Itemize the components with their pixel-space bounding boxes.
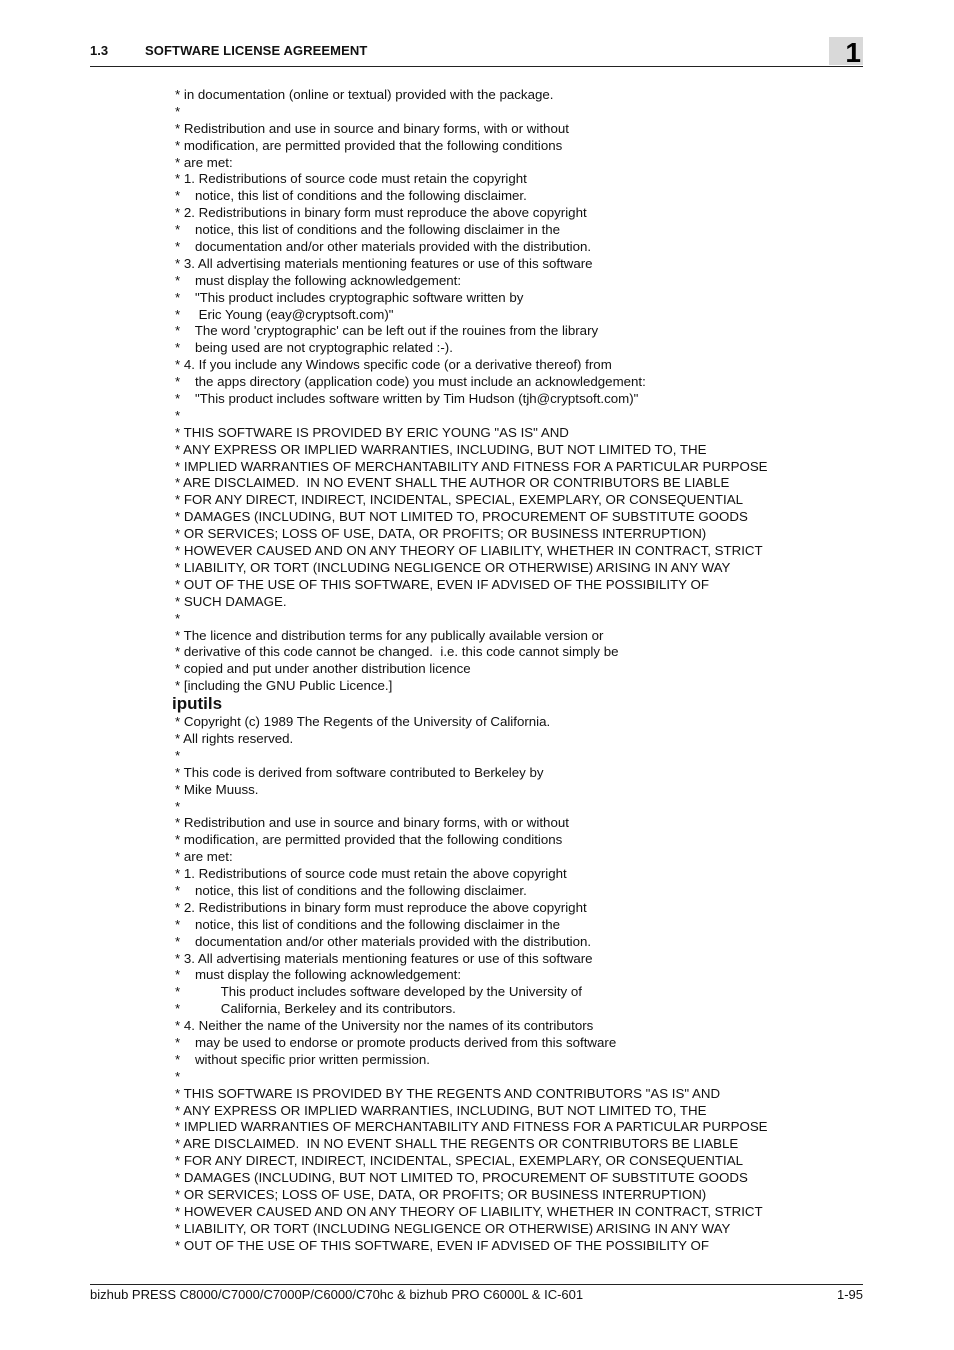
text-line: * must display the following acknowledgement:	[175, 272, 462, 288]
text-line: * may be used to endorse or promote products derived from this software	[175, 1034, 617, 1050]
text-line: * SUCH DAMAGE.	[175, 593, 287, 609]
text-line: * "This product includes software written by Tim Hudson (tjh@cryptsoft.com)"	[175, 391, 639, 407]
openssl-license-block	[175, 87, 865, 695]
text-line: * LIABILITY, OR TORT (INCLUDING NEGLIGENCE OR OTHERWISE) ARISING IN ANY WAY	[175, 559, 731, 575]
footer-page-number: 1-95	[836, 1287, 863, 1302]
text-line: * ARE DISCLAIMED. IN NO EVENT SHALL THE AUTHOR OR CONTRIBUTORS BE LIABLE	[175, 475, 730, 491]
text-line: * notice, this list of conditions and the following disclaimer.	[175, 188, 527, 204]
text-line: * THIS SOFTWARE IS PROVIDED BY ERIC YOUNG "AS IS" AND	[175, 424, 569, 440]
text-line: * 4. Neither the name of the University nor the names of its contributors	[175, 1018, 594, 1034]
section-number: 1.3	[90, 43, 109, 58]
text-line: *	[175, 798, 181, 814]
text-line: * notice, this list of conditions and the following disclaimer.	[175, 882, 527, 898]
text-line: * modification, are permitted provided that the following conditions	[175, 832, 563, 848]
text-line: * HOWEVER CAUSED AND ON ANY THEORY OF LIABILITY, WHETHER IN CONTRACT, STRICT	[175, 543, 763, 559]
text-line: * 3. All advertising materials mentioning features or use of this software	[175, 950, 593, 966]
text-line: * Eric Young (eay@cryptsoft.com)"	[175, 306, 394, 322]
text-line: * This product includes software developed by the University of	[175, 984, 582, 1000]
text-line: * being used are not cryptographic related :-).	[175, 340, 453, 356]
text-line: * without specific prior written permission.	[175, 1051, 430, 1067]
text-line: * documentation and/or other materials provided with the distribution.	[175, 933, 592, 949]
text-line: * 2. Redistributions in binary form must reproduce the above copyright	[175, 205, 587, 221]
text-line: * are met:	[175, 849, 233, 865]
text-line: * ARE DISCLAIMED. IN NO EVENT SHALL THE REGENTS OR CONTRIBUTORS BE LIABLE	[175, 1136, 739, 1152]
text-line: * modification, are permitted provided that the following conditions	[175, 137, 563, 153]
text-line: * THIS SOFTWARE IS PROVIDED BY THE REGENTS AND CONTRIBUTORS "AS IS" AND	[175, 1085, 721, 1101]
text-line: * DAMAGES (INCLUDING, BUT NOT LIMITED TO, PROCUREMENT OF SUBSTITUTE GOODS	[175, 509, 748, 525]
text-line: * Mike Muuss.	[175, 781, 259, 797]
page-header	[90, 37, 863, 68]
text-line: * FOR ANY DIRECT, INDIRECT, INCIDENTAL, SPECIAL, EXEMPLARY, OR CONSEQUENTIAL	[175, 1153, 743, 1169]
text-line: * are met:	[175, 154, 233, 170]
text-line: * LIABILITY, OR TORT (INCLUDING NEGLIGENCE OR OTHERWISE) ARISING IN ANY WAY	[175, 1220, 731, 1236]
text-line: * must display the following acknowledgement:	[175, 967, 462, 983]
text-line: * "This product includes cryptographic software written by	[175, 289, 524, 305]
text-line: *	[175, 1068, 181, 1084]
text-line: * OR SERVICES; LOSS OF USE, DATA, OR PROFITS; OR BUSINESS INTERRUPTION)	[175, 1187, 707, 1202]
text-line: * California, Berkeley and its contributors.	[175, 1001, 456, 1017]
footer-product-name: bizhub PRESS C8000/C7000/C7000P/C6000/C70hc & bizhub PRO C6000L & IC-601	[90, 1287, 584, 1302]
text-line: * notice, this list of conditions and the following disclaimer in the	[175, 916, 561, 932]
text-line: * The licence and distribution terms for any publically available version or	[175, 627, 604, 643]
text-line: * 1. Redistributions of source code must retain the above copyright	[175, 866, 567, 882]
text-line: * in documentation (online or textual) provided with the package.	[175, 87, 554, 102]
text-line: * This code is derived from software contributed to Berkeley by	[175, 764, 544, 780]
text-line: *	[175, 610, 181, 626]
chapter-number: 1	[845, 37, 861, 68]
text-line: * Copyright (c) 1989 The Regents of the University of California.	[175, 714, 551, 730]
text-line: * 3. All advertising materials mentioning features or use of this software	[175, 255, 593, 271]
license-text	[172, 87, 865, 1255]
text-line: * OR SERVICES; LOSS OF USE, DATA, OR PROFITS; OR BUSINESS INTERRUPTION)	[175, 526, 707, 542]
text-line: * ANY EXPRESS OR IMPLIED WARRANTIES, INCLUDING, BUT NOT LIMITED TO, THE	[175, 441, 707, 457]
text-line: * Redistribution and use in source and binary forms, with or without	[175, 815, 569, 831]
text-line: * HOWEVER CAUSED AND ON ANY THEORY OF LIABILITY, WHETHER IN CONTRACT, STRICT	[175, 1203, 763, 1219]
text-line: * [including the GNU Public Licence.]	[175, 678, 393, 694]
text-line: * the apps directory (application code) you must include an acknowledgement:	[175, 374, 646, 390]
text-line: * OUT OF THE USE OF THIS SOFTWARE, EVEN IF ADVISED OF THE POSSIBILITY OF	[175, 576, 709, 592]
text-line: * documentation and/or other materials provided with the distribution.	[175, 239, 592, 255]
text-line: * The word 'cryptographic' can be left out if the rouines from the library	[175, 323, 599, 339]
text-line: *	[175, 407, 181, 423]
text-line: * 4. If you include any Windows specific code (or a derivative thereof) from	[175, 357, 612, 373]
text-line: * Redistribution and use in source and binary forms, with or without	[175, 120, 569, 136]
text-line: *	[175, 747, 181, 763]
iputils-license-block	[175, 714, 865, 1255]
section-title: SOFTWARE LICENSE AGREEMENT	[145, 43, 368, 58]
page-footer	[90, 1284, 863, 1302]
text-line: * All rights reserved.	[175, 730, 294, 746]
text-line: * DAMAGES (INCLUDING, BUT NOT LIMITED TO, PROCUREMENT OF SUBSTITUTE GOODS	[175, 1170, 748, 1186]
text-line: * FOR ANY DIRECT, INDIRECT, INCIDENTAL, SPECIAL, EXEMPLARY, OR CONSEQUENTIAL	[175, 492, 743, 508]
text-line: * OUT OF THE USE OF THIS SOFTWARE, EVEN IF ADVISED OF THE POSSIBILITY OF	[175, 1237, 709, 1253]
text-line: * 1. Redistributions of source code must retain the copyright	[175, 171, 527, 187]
text-line: * copied and put under another distribution licence	[175, 661, 471, 677]
text-line: * IMPLIED WARRANTIES OF MERCHANTABILITY AND FITNESS FOR A PARTICULAR PURPOSE	[175, 1119, 768, 1135]
iputils-heading: iputils	[172, 694, 223, 714]
text-line: *	[175, 103, 181, 119]
text-line: * derivative of this code cannot be changed. i.e. this code cannot simply be	[175, 644, 619, 660]
text-line: * 2. Redistributions in binary form must reproduce the above copyright	[175, 899, 587, 915]
text-line: * ANY EXPRESS OR IMPLIED WARRANTIES, INCLUDING, BUT NOT LIMITED TO, THE	[175, 1102, 707, 1118]
text-line: * IMPLIED WARRANTIES OF MERCHANTABILITY AND FITNESS FOR A PARTICULAR PURPOSE	[175, 458, 768, 474]
text-line: * notice, this list of conditions and the following disclaimer in the	[175, 222, 561, 238]
